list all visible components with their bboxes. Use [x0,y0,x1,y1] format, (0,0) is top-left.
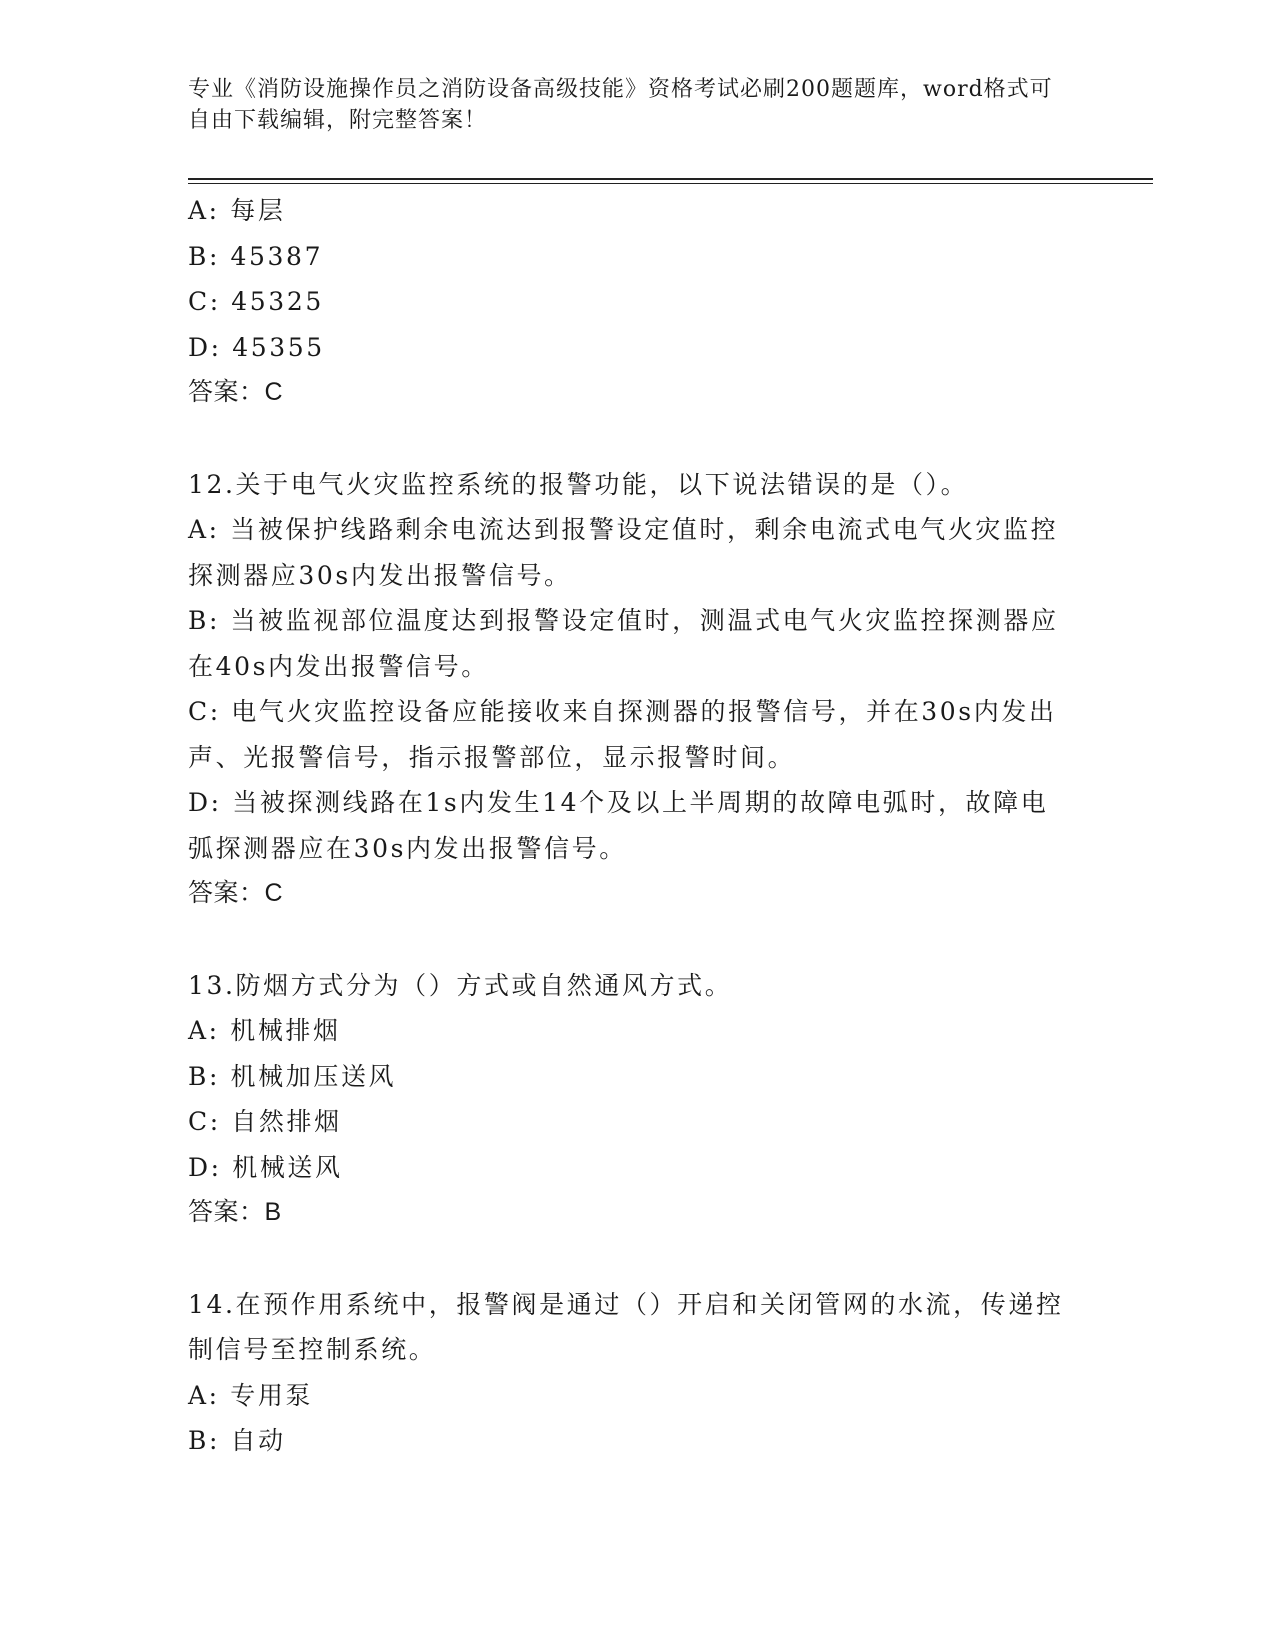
option-a: A: 当被保护线路剩余电流达到报警设定值时，剩余电流式电气火灾监控探测器应30s内发出报警信号。 [188,515,1059,590]
answer-line: 答案：C [188,378,284,406]
option-d: D: 45355 [188,332,325,362]
option-a: A: 每层 [188,196,286,225]
option-c: C: 45325 [188,287,324,316]
document-header: 专业《消防设施操作员之消防设备高级技能》资格考试必刷200题题库，word格式可自由下载编辑，附完整答案！ [188,77,1053,133]
option-a: A: 机械排烟 [188,1016,341,1045]
option-d: D: 机械送风 [188,1152,343,1182]
question-block [188,188,1068,416]
question-text: 13.防烟方式分为（）方式或自然通风方式。 [188,970,733,1000]
question-block [188,1282,1068,1464]
option-c: C: 电气火灾监控设备应能接收来自探测器的报警信号，并在30s内发出声、光报警信号，指示报警部位，显示报警时间。 [188,697,1057,772]
question-list [188,188,1068,1464]
option-b: B: 自动 [188,1426,286,1455]
option-b: B: 当被监视部位温度达到报警设定值时，测温式电气火灾监控探测器应在40s内发出报警信号。 [188,606,1059,681]
header-divider-thin [188,183,1153,184]
option-a: A: 专用泵 [188,1380,314,1410]
block-spacer [188,917,1068,963]
answer-line: 答案：C [188,879,284,907]
question-block [188,963,1068,1236]
option-c: C: 自然排烟 [188,1107,342,1136]
answer-line: 答案：B [188,1198,282,1226]
question-text: 14.在预作用系统中，报警阀是通过（）开启和关闭管网的水流，传递控制信号至控制系统。 [188,1289,1064,1364]
question-block [188,462,1068,917]
option-d: D: 当被探测线路在1s内发生14个及以上半周期的故障电弧时，故障电弧探测器应在30s内发出报警信号。 [188,788,1049,863]
block-spacer [188,416,1068,462]
block-spacer [188,1236,1068,1282]
option-b: B: 45387 [188,241,324,271]
question-text: 12.关于电气火灾监控系统的报警功能，以下说法错误的是（）。 [188,469,969,499]
header-divider-thick [188,178,1153,180]
option-b: B: 机械加压送风 [188,1061,397,1091]
